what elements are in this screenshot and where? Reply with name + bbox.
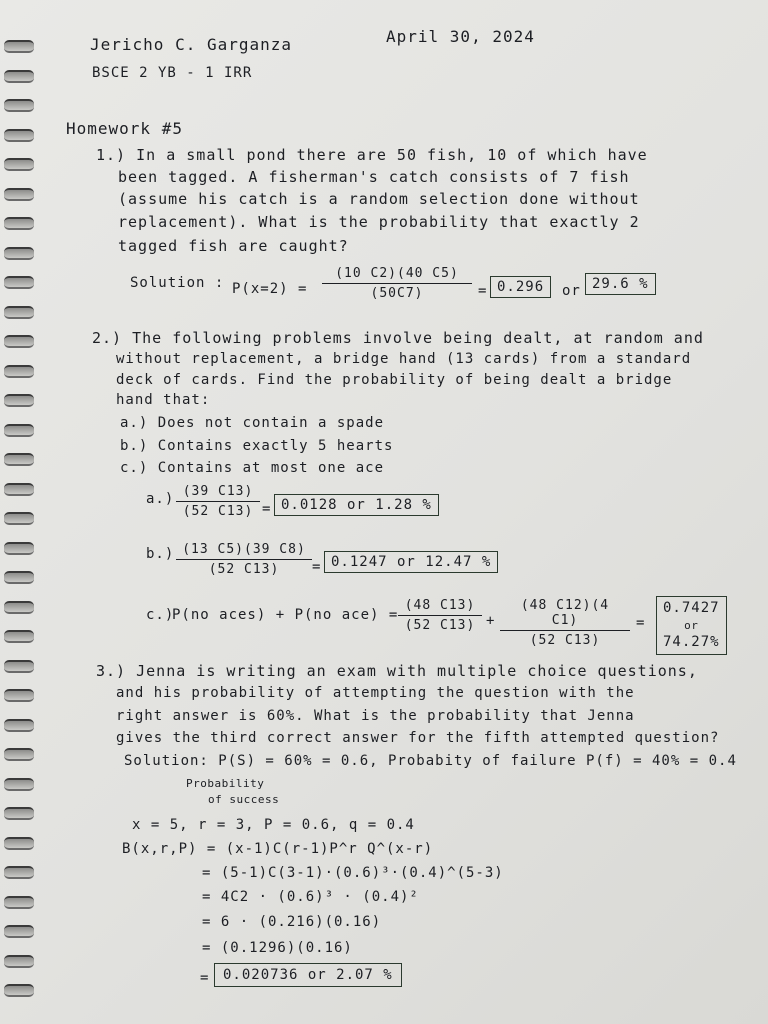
- question-line: (assume his catch is a random selection done without: [118, 190, 640, 208]
- part-label: a.): [146, 491, 175, 507]
- fraction-numerator: (48 C12)(4 C1): [500, 598, 630, 631]
- fraction: [500, 598, 630, 648]
- homework-date: April 30, 2024: [386, 27, 535, 46]
- question-line: tagged fish are caught?: [118, 237, 349, 255]
- plus-sign: +: [486, 613, 496, 629]
- part-label: c.): [146, 607, 175, 623]
- spiral-coil: [4, 424, 34, 437]
- spiral-coil: [4, 689, 34, 702]
- spiral-coil: [4, 158, 34, 171]
- work-step: = 4C2 · (0.6)³ · (0.4)²: [202, 889, 419, 905]
- spiral-coil: [4, 217, 34, 230]
- fraction-denominator: (52 C13): [404, 618, 476, 633]
- solution-line: Solution: P(S) = 60% = 0.6, Probabity of failure P(f) = 40% = 0.4: [124, 753, 737, 769]
- formula-lhs: P(no aces) + P(no ace) =: [172, 607, 399, 623]
- equals-sign: =: [312, 559, 322, 575]
- fraction: [322, 266, 472, 301]
- spiral-coil: [4, 99, 34, 112]
- final-answer-box: 0.020736 or 2.07 %: [214, 963, 402, 987]
- spiral-coil: [4, 453, 34, 466]
- spiral-coil: [4, 483, 34, 496]
- or-text: or: [562, 283, 581, 299]
- spiral-coil: [4, 719, 34, 732]
- spiral-coil: [4, 571, 34, 584]
- annotation: Probability: [186, 777, 265, 790]
- work-step: = 6 · (0.216)(0.16): [202, 914, 382, 930]
- spiral-coil: [4, 335, 34, 348]
- spiral-coil: [4, 70, 34, 83]
- equals-sign: =: [200, 970, 210, 986]
- fraction-denominator: (52 C13): [208, 562, 280, 577]
- spiral-coil: [4, 601, 34, 614]
- fraction-denominator: (52 C13): [529, 633, 601, 648]
- annotation: of success: [208, 793, 280, 806]
- spiral-coil: [4, 984, 34, 997]
- question-line: without replacement, a bridge hand (13 cards) from a standard: [116, 351, 692, 367]
- spiral-coil: [4, 807, 34, 820]
- answer-box: 0.1247 or 12.47 %: [324, 551, 498, 573]
- answer-box: 0.296: [490, 276, 551, 298]
- fraction: [176, 484, 260, 519]
- part-label: b.): [146, 546, 175, 562]
- spiral-coil: [4, 40, 34, 53]
- spiral-coil: [4, 188, 34, 201]
- fraction: [176, 542, 312, 577]
- or-text: or: [684, 619, 699, 632]
- spiral-coil: [4, 394, 34, 407]
- spiral-coil: [4, 837, 34, 850]
- spiral-coil: [4, 866, 34, 879]
- equals-sign: =: [262, 501, 272, 517]
- question-line: hand that:: [116, 392, 211, 408]
- question-line: 3.) Jenna is writing an exam with multiple choice questions,: [96, 662, 698, 680]
- spiral-binding: [0, 40, 44, 1024]
- spiral-coil: [4, 306, 34, 319]
- answer-decimal: 0.7427: [663, 600, 720, 616]
- answer-box: 29.6 %: [585, 273, 656, 295]
- spiral-coil: [4, 129, 34, 142]
- spiral-coil: [4, 276, 34, 289]
- work-step: = (0.1296)(0.16): [202, 940, 353, 956]
- spiral-coil: [4, 748, 34, 761]
- work-step: = (5-1)C(3-1)·(0.6)³·(0.4)^(5-3): [202, 865, 504, 881]
- spiral-coil: [4, 925, 34, 938]
- fraction-denominator: (50C7): [370, 286, 424, 301]
- spiral-coil: [4, 660, 34, 673]
- question-line: replacement). What is the probability that exactly 2: [118, 213, 640, 231]
- student-name: Jericho C. Garganza: [90, 35, 293, 54]
- fraction: [398, 598, 482, 633]
- page-title: Homework #5: [66, 119, 183, 138]
- given-values: x = 5, r = 3, P = 0.6, q = 0.4: [132, 817, 415, 833]
- fraction-numerator: (13 C5)(39 C8): [176, 542, 312, 560]
- spiral-coil: [4, 542, 34, 555]
- spiral-coil: [4, 778, 34, 791]
- spiral-coil: [4, 896, 34, 909]
- fraction-numerator: (39 C13): [176, 484, 260, 502]
- question-line: been tagged. A fisherman's catch consists of 7 fish: [118, 168, 630, 186]
- list-item: a.) Does not contain a spade: [120, 415, 385, 431]
- spiral-coil: [4, 365, 34, 378]
- question-line: deck of cards. Find the probability of being dealt a bridge: [116, 372, 673, 388]
- answer-percent: 74.27%: [663, 634, 720, 650]
- equals-sign: =: [636, 615, 646, 631]
- solution-label: Solution :: [130, 275, 225, 291]
- list-item: c.) Contains at most one ace: [120, 460, 385, 476]
- spiral-coil: [4, 247, 34, 260]
- answer-box: [656, 596, 727, 655]
- answer-box: 0.0128 or 1.28 %: [274, 494, 439, 516]
- formula-lhs: P(x=2) =: [232, 281, 308, 297]
- question-line: right answer is 60%. What is the probability that Jenna: [116, 708, 635, 724]
- spiral-coil: [4, 512, 34, 525]
- question-line: gives the third correct answer for the fifth attempted question?: [116, 730, 720, 746]
- section-code: BSCE 2 YB - 1 IRR: [92, 65, 253, 81]
- fraction-numerator: (48 C13): [398, 598, 482, 616]
- fraction-numerator: (10 C2)(40 C5): [322, 266, 472, 284]
- spiral-coil: [4, 955, 34, 968]
- equals-sign: =: [478, 283, 488, 299]
- question-line: 2.) The following problems involve being dealt, at random and: [92, 329, 704, 347]
- question-line: and his probability of attempting the question with the: [116, 685, 635, 701]
- spiral-coil: [4, 630, 34, 643]
- question-line: 1.) In a small pond there are 50 fish, 10 of which have: [96, 146, 648, 164]
- list-item: b.) Contains exactly 5 hearts: [120, 438, 394, 454]
- work-step: B(x,r,P) = (x-1)C(r-1)P^r Q^(x-r): [122, 841, 434, 857]
- fraction-denominator: (52 C13): [182, 504, 254, 519]
